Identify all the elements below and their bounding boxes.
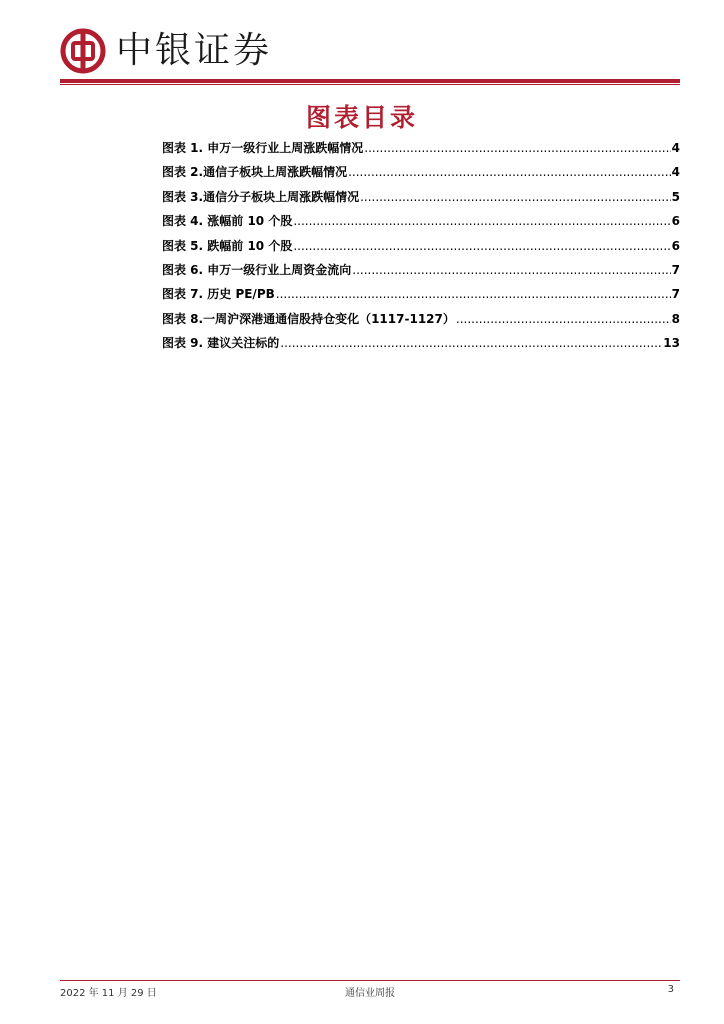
toc-entry-label: 图表 5. 跌幅前 10 个股: [162, 238, 293, 253]
header-divider-thin: [60, 84, 680, 85]
toc-entry-page: 5: [671, 189, 680, 204]
dot-leader: [280, 331, 662, 355]
toc-entry-label: 图表 7. 历史 PE/PB: [162, 287, 275, 302]
toc-entry-page: 4: [671, 141, 680, 155]
toc-entry-label: 图表 4. 涨幅前 10 个股: [162, 214, 293, 229]
report-title: 通信业周报: [345, 988, 395, 999]
dot-leader: [456, 307, 671, 331]
toc-entry-page: 13: [663, 336, 680, 351]
dot-leader: [364, 136, 670, 160]
toc-entry-2[interactable]: [162, 160, 680, 184]
report-date: 2022 年 11 月 29 日: [60, 988, 157, 999]
dot-leader: [348, 160, 671, 184]
toc-entry-6[interactable]: [162, 258, 680, 282]
toc-entry-3[interactable]: [162, 185, 680, 209]
dot-leader: [293, 209, 670, 233]
page-title: 图表目录: [305, 103, 418, 132]
toc-entry-7[interactable]: [162, 282, 680, 306]
bank-of-china-logo-icon: [60, 28, 106, 74]
toc-entry-label: 图表 6. 申万一级行业上周资金流向: [162, 262, 352, 277]
toc-entry-label: 图表 1. 申万一级行业上周涨跌幅情况: [162, 141, 364, 155]
dot-leader: [276, 282, 671, 306]
toc-entry-8[interactable]: [162, 307, 680, 331]
toc-entry-4[interactable]: [162, 209, 680, 233]
dot-leader: [293, 234, 670, 258]
toc-entry-9[interactable]: [162, 331, 680, 355]
toc-entry-label: 图表 8.一周沪深港通通信股持仓变化（1117-1127）: [162, 311, 455, 326]
toc-entry-page: 7: [671, 262, 680, 277]
toc-entry-label: 图表 3.通信分子板块上周涨跌幅情况: [162, 189, 360, 204]
toc-entry-page: 6: [671, 238, 680, 253]
table-of-figures: [162, 136, 680, 356]
brand-name: 中银证券: [116, 30, 273, 71]
page-header: [60, 26, 272, 76]
toc-entry-page: 4: [671, 165, 680, 180]
dot-leader: [360, 185, 671, 209]
toc-entry-1[interactable]: [162, 136, 680, 160]
toc-entry-page: 6: [671, 214, 680, 229]
toc-entry-label: 图表 2.通信子板块上周涨跌幅情况: [162, 165, 348, 180]
page-number: 3: [667, 984, 674, 995]
footer-divider: [60, 980, 680, 981]
header-divider: [60, 79, 680, 83]
toc-entry-label: 图表 9. 建议关注标的: [162, 336, 280, 351]
toc-entry-page: 7: [671, 287, 680, 302]
toc-entry-5[interactable]: [162, 234, 680, 258]
page-footer: [60, 984, 680, 1000]
dot-leader: [352, 258, 670, 282]
toc-entry-page: 8: [671, 311, 680, 326]
